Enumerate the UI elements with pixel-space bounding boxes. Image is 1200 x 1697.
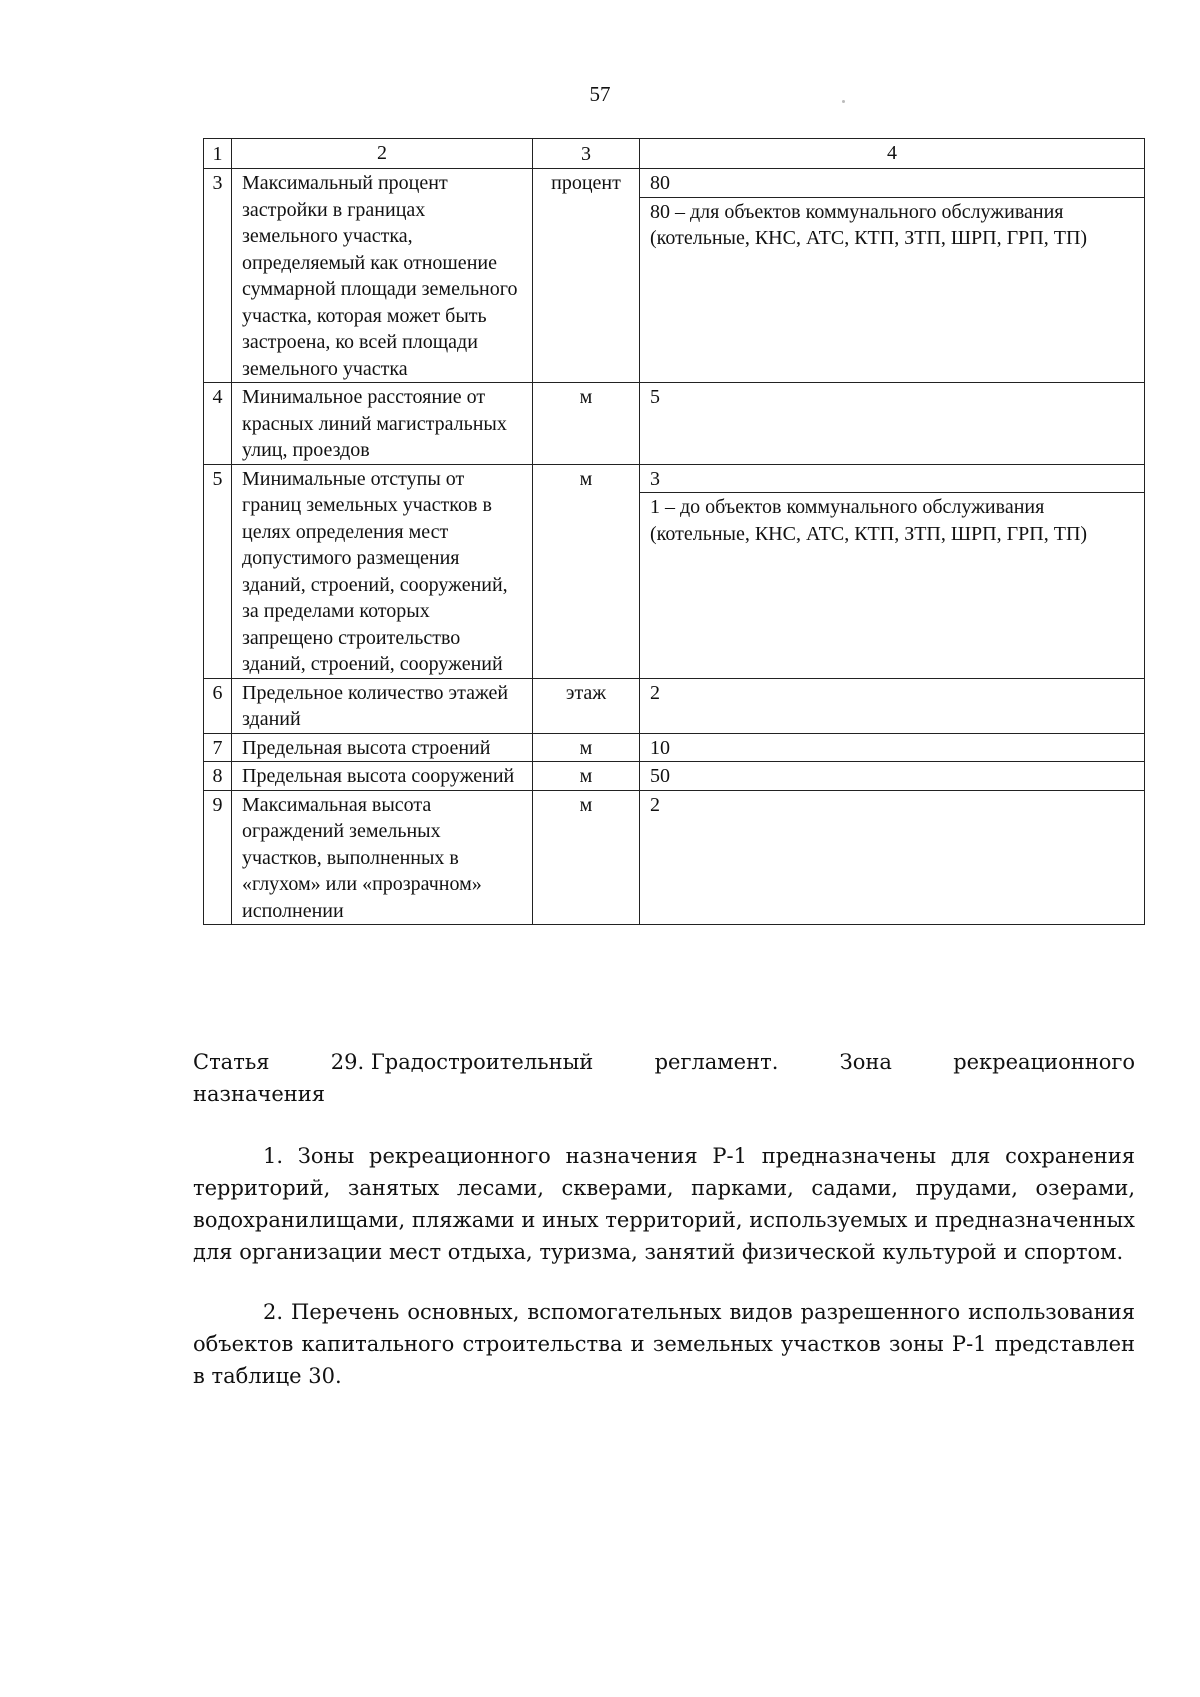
table-row [204, 169, 1145, 383]
table-row [204, 733, 1145, 762]
page-number: 57 [589, 82, 611, 106]
heading-word: регламент. [654, 1050, 779, 1074]
value-cell [640, 790, 1145, 925]
heading-word: рекреационного [953, 1050, 1135, 1074]
header-cell: 1 [204, 139, 232, 169]
value: 80 [650, 172, 670, 194]
row-number: 8 [204, 762, 232, 791]
value: 50 [650, 765, 670, 787]
heading-word: 29. Градостроительный [330, 1050, 594, 1074]
table-row [204, 383, 1145, 465]
value-cell [640, 383, 1145, 465]
article-heading [193, 1046, 1135, 1110]
value: 1 – до объектов коммунального обслуживания (котельные, КНС, АТС, КТП, ЗТП, ШРП, ГРП, ТП) [640, 492, 1144, 547]
regulation-table [203, 138, 1145, 925]
row-number: 4 [204, 383, 232, 465]
header-cell: 2 [232, 139, 533, 169]
unit: м [533, 464, 640, 678]
parameter-name: Максимальный процент застройки в границах земельного участка, определяемый как отношение суммарной площади земельного участка, которая может быть застроена, ко всей площади земельного участка [232, 169, 533, 383]
row-number: 6 [204, 678, 232, 733]
value: 2 [650, 681, 660, 704]
heading-word: назначения [193, 1082, 326, 1106]
value-cell [640, 464, 1145, 678]
row-number: 5 [204, 464, 232, 678]
table-row [204, 790, 1145, 925]
unit: этаж [533, 678, 640, 733]
header-cell: 4 [640, 139, 1145, 169]
paragraph-2: 2. Перечень основных, вспомогательных видов разрешенного использования объектов капитального строительства и земельных участков зоны Р-1 представлен в таблице 30. [193, 1300, 1135, 1388]
parameter-name: Предельное количество этажей зданий [232, 678, 533, 733]
value: 80 – для объектов коммунального обслуживания (котельные, КНС, АТС, КТП, ЗТП, ШРП, ГРП, ТП) [640, 197, 1144, 252]
value-cell [640, 169, 1145, 383]
value: 5 [650, 386, 660, 408]
paragraph-1: 1. Зоны рекреационного назначения Р-1 предназначены для сохранения территорий, занятых лесами, скверами, парками, садами, прудами, озерами, водохранилищами, пляжами и иных территорий, используемых и предназначенных для организации мест отдыха, туризма, занятий физической культурой и спортом. [193, 1144, 1135, 1264]
unit: м [533, 733, 640, 762]
parameter-name: Максимальная высота ограждений земельных участков, выполненных в «глухом» или «прозрачном» исполнении [232, 790, 533, 925]
value: 3 [650, 467, 660, 490]
parameter-name: Минимальные отступы от границ земельных участков в целях определения мест допустимого размещения зданий, строений, сооружений, за пределами которых запрещено строительство зданий, строений, сооружений [232, 464, 533, 678]
table-row [204, 678, 1145, 733]
value-cell [640, 678, 1145, 733]
value: 10 [650, 736, 670, 759]
unit: процент [533, 169, 640, 383]
table-header-row [204, 139, 1145, 169]
table-row [204, 762, 1145, 791]
value: 2 [650, 793, 660, 816]
heading-word: Зона [839, 1050, 892, 1074]
row-number: 9 [204, 790, 232, 925]
row-number: 7 [204, 733, 232, 762]
row-number: 3 [204, 169, 232, 383]
value-cell [640, 762, 1145, 791]
parameter-name: Предельная высота сооружений [232, 762, 533, 791]
parameter-name: Предельная высота строений [232, 733, 533, 762]
scan-speck [842, 100, 845, 103]
unit: м [533, 762, 640, 791]
unit: м [533, 790, 640, 925]
unit: м [533, 383, 640, 465]
header-cell: 3 [533, 139, 640, 169]
article-heading-line [193, 1046, 1135, 1078]
value-cell [640, 733, 1145, 762]
parameter-name: Минимальное расстояние от красных линий магистральных улиц, проездов [232, 383, 533, 465]
heading-word: Статья [193, 1050, 270, 1074]
table-row [204, 464, 1145, 678]
